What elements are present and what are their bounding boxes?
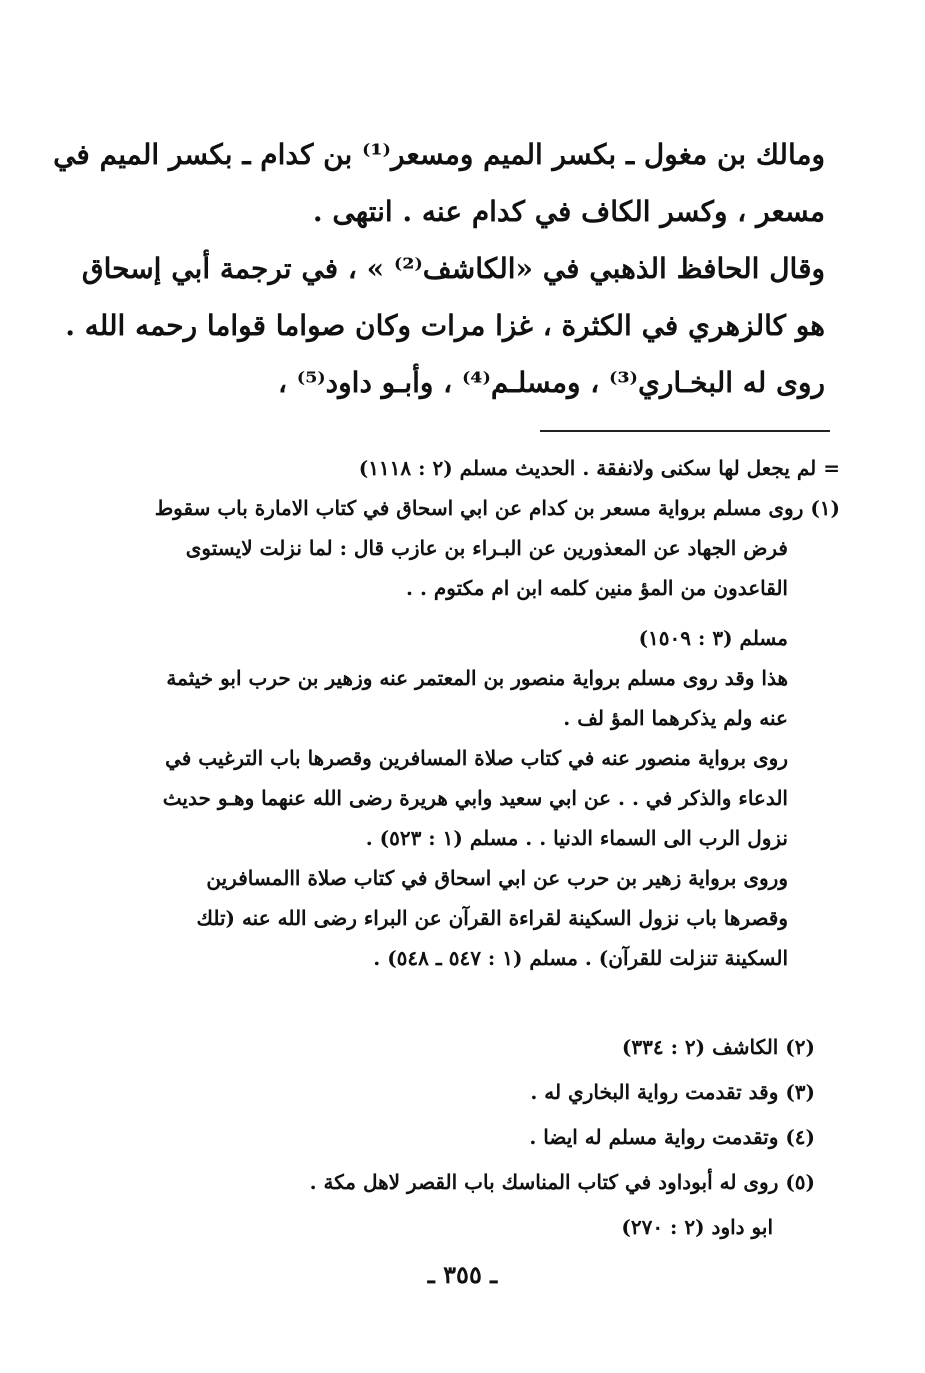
footnote-line: (٤) وتقدمت رواية مسلم له ايضا . xyxy=(529,1125,815,1149)
footnote-line: روى برواية منصور عنه في كتاب صلاة المسافرين وقصرها باب الترغيب في xyxy=(165,746,788,770)
page-number: ـ ٣٥٥ ـ xyxy=(427,1260,498,1289)
main-line: ومالك بن مغول ـ بكسر الميم ومسعر⁽¹⁾ بن كدام ـ بكسر الميم في xyxy=(53,138,825,171)
footnote-line: السكينة تنزلت للقرآن) . مسلم (١ : ٥٤٧ ـ ٥٤٨) . xyxy=(373,946,788,970)
footnotes-block xyxy=(100,448,840,978)
footnote-line: (١) روى مسلم برواية مسعر بن كدام عن ابي اسحاق في كتاب الامارة باب سقوط xyxy=(154,496,840,520)
footnote-line: (٥) روى له أبوداود في كتاب المناسك باب القصر لاهل مكة . xyxy=(309,1170,815,1194)
footnote-line: هذا وقد روى مسلم برواية منصور بن المعتمر عنه وزهير بن حرب ابو خيثمة xyxy=(166,666,788,690)
footnote-line: نزول الرب الى السماء الدنيا . . مسلم (١ : ٥٢٣) . xyxy=(365,826,788,850)
main-line: روى له البخـاري⁽³⁾ ، ومسلـم⁽⁴⁾ ، وأبـو داود⁽⁵⁾ ، xyxy=(277,366,825,399)
footnote-line: ابو داود (٢ : ٢٧٠) xyxy=(621,1215,773,1239)
footnote-divider xyxy=(540,430,830,432)
footnote-line: وقصرها باب نزول السكينة لقراءة القرآن عن البراء رضى الله عنه (تلك xyxy=(196,906,788,930)
footnote-line: القاعدون من المؤ منين كلمه ابن ام مكتوم . . xyxy=(406,576,788,600)
footnote-line: فرض الجهاد عن المعذورين عن البـراء بن عازب قال : لما نزلت لايستوى xyxy=(185,536,788,560)
main-line: مسعر ، وكسر الكاف في كدام عنه . انتهى . xyxy=(312,195,825,228)
main-line: وقال الحافظ الذهبي في «الكاشف⁽²⁾ » ، في ترجمة أبي إسحاق xyxy=(81,252,825,285)
footnotes-block-2 xyxy=(310,1025,815,1250)
footnote-line: وروى برواية زهير بن حرب عن ابي اسحاق في كتاب صلاة االمسافرين xyxy=(206,866,788,890)
main-line: هو كالزهري في الكثرة ، غزا مرات وكان صواما قواما رحمه الله . xyxy=(65,309,825,342)
footnote-line: مسلم (٣ : ١٥٠٩) xyxy=(638,626,788,650)
footnote-line: (٢) الكاشف (٢ : ٣٣٤) xyxy=(621,1035,815,1059)
footnote-line: = لم يجعل لها سكنى ولانفقة . الحديث مسلم (٢ : ١١١٨) xyxy=(358,456,840,480)
footnote-line: (٣) وقد تقدمت رواية البخاري له . xyxy=(530,1080,815,1104)
footnote-line: الدعاء والذكر في . . عن ابي سعيد وابي هريرة رضى الله عنهما وهـو حديث xyxy=(162,786,788,810)
main-body-text xyxy=(53,126,825,411)
footnote-line: عنه ولم يذكرهما المؤ لف . xyxy=(563,706,788,730)
